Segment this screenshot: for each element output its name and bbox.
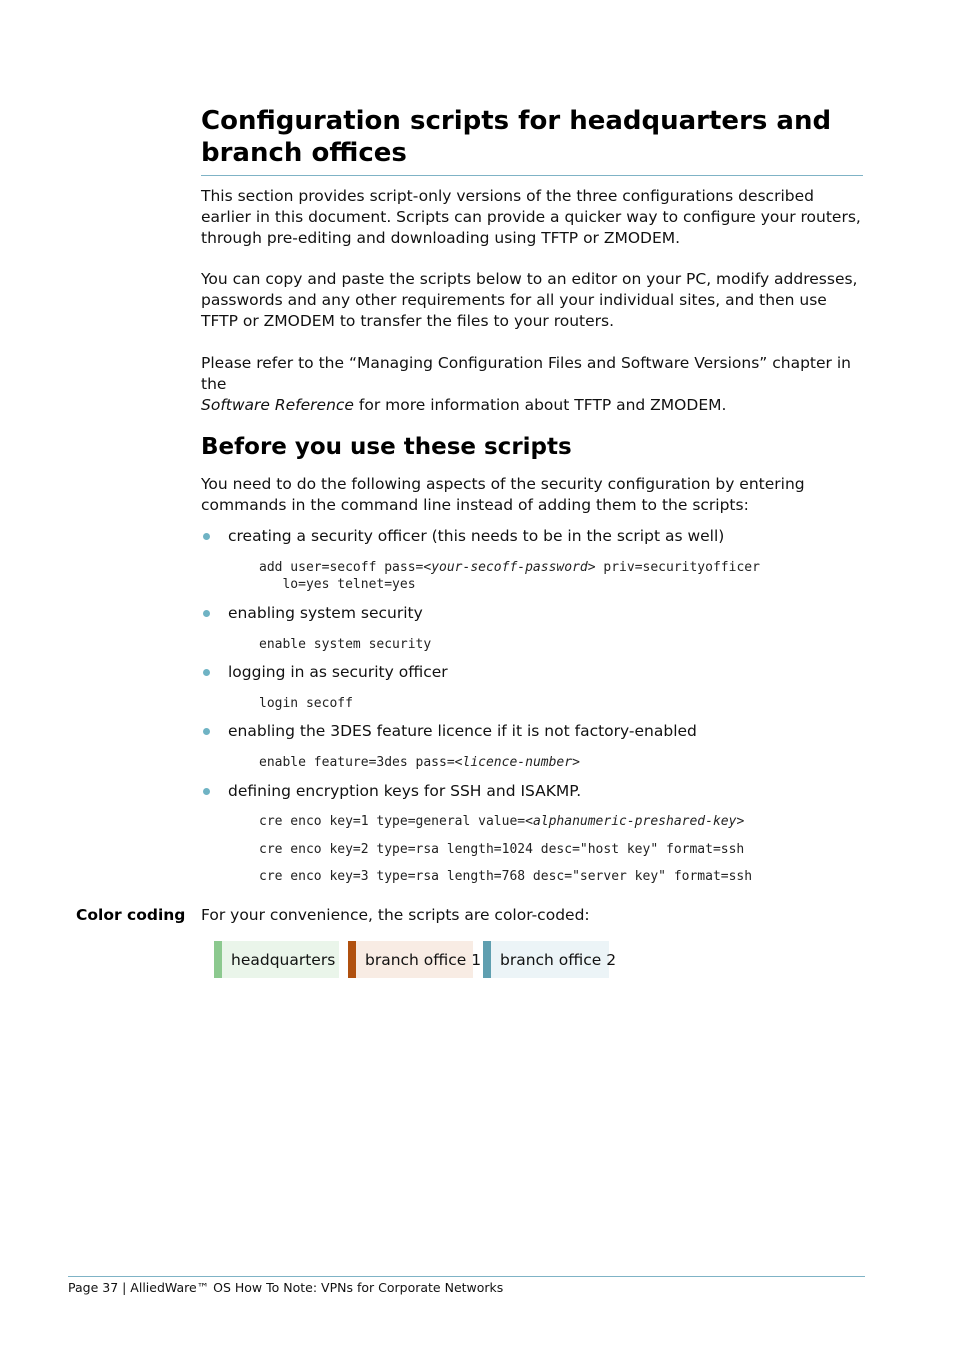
- page-footer: Page 37 | AlliedWare™ OS How To Note: VPNs for Corporate Networks: [68, 1280, 504, 1295]
- code-text: >: [572, 755, 580, 770]
- bullet-item: [201, 526, 863, 548]
- code-block: cre enco key=3 type=rsa length=768 desc="server key" format=ssh: [259, 869, 753, 884]
- legend-label: branch office 2: [500, 950, 617, 969]
- intro-paragraph-2: You can copy and paste the scripts below to an editor on your PC, modify addresses, passwords and any other requirements for all your individual sites, and then use TFTP or ZMODEM to transfer the files to your routers.: [201, 270, 858, 330]
- legend-color-bar: [348, 941, 356, 978]
- code-block: enable system security: [259, 637, 432, 652]
- legend-label: branch office 1: [365, 950, 482, 969]
- code-text: add user=secoff pass=<: [259, 560, 432, 575]
- bullet-icon: [203, 669, 210, 676]
- code-block: [259, 559, 760, 593]
- intro-paragraph-3: [201, 353, 863, 416]
- legend-label: headquarters: [231, 950, 336, 969]
- bullet-item: [201, 603, 863, 625]
- bullet-text: enabling system security: [228, 604, 423, 622]
- code-block: [259, 813, 744, 830]
- legend-headquarters: [214, 941, 339, 978]
- code-text: cre enco key=1 type=general value=<: [259, 814, 533, 829]
- bullet-text: creating a security officer (this needs to be in the script as well): [228, 527, 725, 545]
- legend-branch-office-2: [483, 941, 617, 978]
- section-intro: You need to do the following aspects of the security configuration by entering commands in the command line instead of adding them to the scripts:: [201, 475, 805, 514]
- title-divider: [201, 175, 863, 176]
- code-text: >: [736, 814, 745, 829]
- bullet-item: [201, 662, 863, 684]
- footer-divider: [68, 1276, 865, 1277]
- code-placeholder: licence-number: [462, 755, 573, 770]
- bullet-text: logging in as security officer: [228, 663, 448, 681]
- code-text: lo=yes telnet=yes: [259, 577, 416, 592]
- software-reference-title: Software Reference: [201, 396, 354, 414]
- bullet-item: [201, 781, 863, 803]
- color-coding-label: Color coding: [76, 906, 186, 924]
- bullet-icon: [203, 533, 210, 540]
- code-block: [259, 754, 580, 771]
- intro-paragraph-3-end: for more information about TFTP and ZMODEM.: [353, 396, 727, 414]
- legend-color-bar: [483, 941, 491, 978]
- bullet-icon: [203, 788, 210, 795]
- legend-branch-office-1: [348, 941, 482, 978]
- intro-paragraph-1: This section provides script-only versions of the three configurations described earlier in this document. Scripts can provide a quicker way to configure your routers, through pre-editing and downloading using TFTP or ZMODEM.: [201, 187, 861, 247]
- code-text: enable feature=3des pass=<: [259, 755, 463, 770]
- code-block: login secoff: [259, 696, 353, 711]
- color-coding-text: For your convenience, the scripts are color-coded:: [201, 906, 590, 924]
- code-text: > priv=securityofficer: [587, 560, 760, 575]
- bullet-item: [201, 721, 863, 743]
- page-title: Configuration scripts for headquarters and branch offices: [201, 106, 832, 168]
- code-placeholder: alphanumeric-preshared-key: [532, 814, 737, 829]
- section-heading: Before you use these scripts: [201, 434, 572, 460]
- intro-paragraph-3-start: Please refer to the “Managing Configuration Files and Software Versions” chapter in the: [201, 354, 851, 393]
- code-block: cre enco key=2 type=rsa length=1024 desc="host key" format=ssh: [259, 842, 745, 857]
- legend-color-bar: [214, 941, 222, 978]
- bullet-text: enabling the 3DES feature licence if it is not factory-enabled: [228, 722, 697, 740]
- bullet-icon: [203, 610, 210, 617]
- bullet-text: defining encryption keys for SSH and ISAKMP.: [228, 782, 582, 800]
- bullet-icon: [203, 728, 210, 735]
- code-placeholder: your-secoff-password: [431, 560, 588, 575]
